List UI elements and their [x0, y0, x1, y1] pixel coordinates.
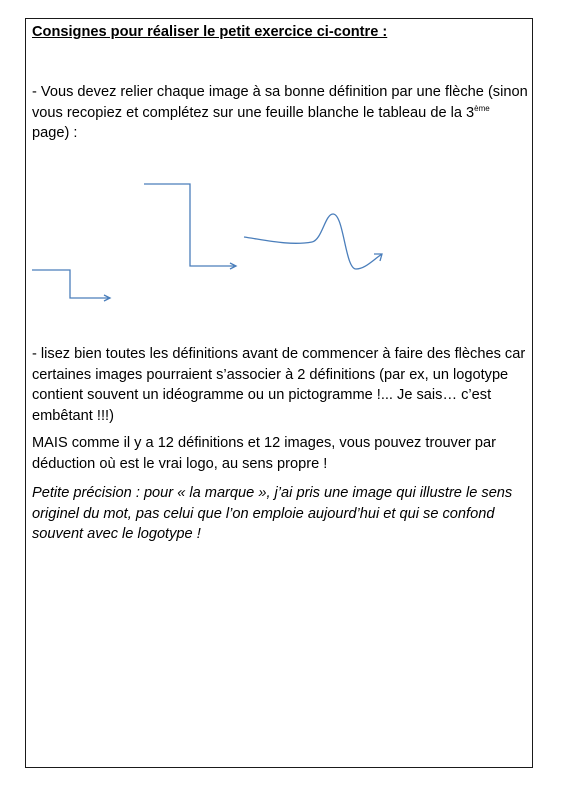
clarification-note: Petite précision : pour « la marque », j’ai pris une image qui illustre le sens originel du mot, pas celui que l’on emploie aujourd’hui et qui se confond souvent avec le logotype ! — [32, 485, 513, 542]
page-title: Consignes pour réaliser le petit exercice ci-contre : — [32, 24, 388, 40]
instruction-text-end: page) : — [32, 125, 78, 141]
instruction-read-definitions: - lisez bien toutes les définitions avant de commencer à faire des flèches car certaines images pourraient s’associer à 2 définitions (par ex, un logotype contient souvent un idéogramme ou un pictogramme !... Je sais… c’est embêtant !!!) — [32, 346, 526, 424]
wave-arrow-icon — [244, 214, 382, 269]
instruction-text: - Vous devez relier chaque image à sa bonne définition par une flèche (sinon vous recopiez et complétez sur une feuille blanche le tableau de la 3 — [32, 84, 528, 121]
ordinal-suffix: ème — [474, 103, 490, 113]
instruction-deduction: MAIS comme il y a 12 définitions et 12 images, vous pouvez trouver par déduction où est le vrai logo, au sens propre ! — [32, 435, 496, 472]
small-step-arrow-icon — [32, 270, 110, 301]
tall-step-arrow-icon — [144, 184, 236, 269]
